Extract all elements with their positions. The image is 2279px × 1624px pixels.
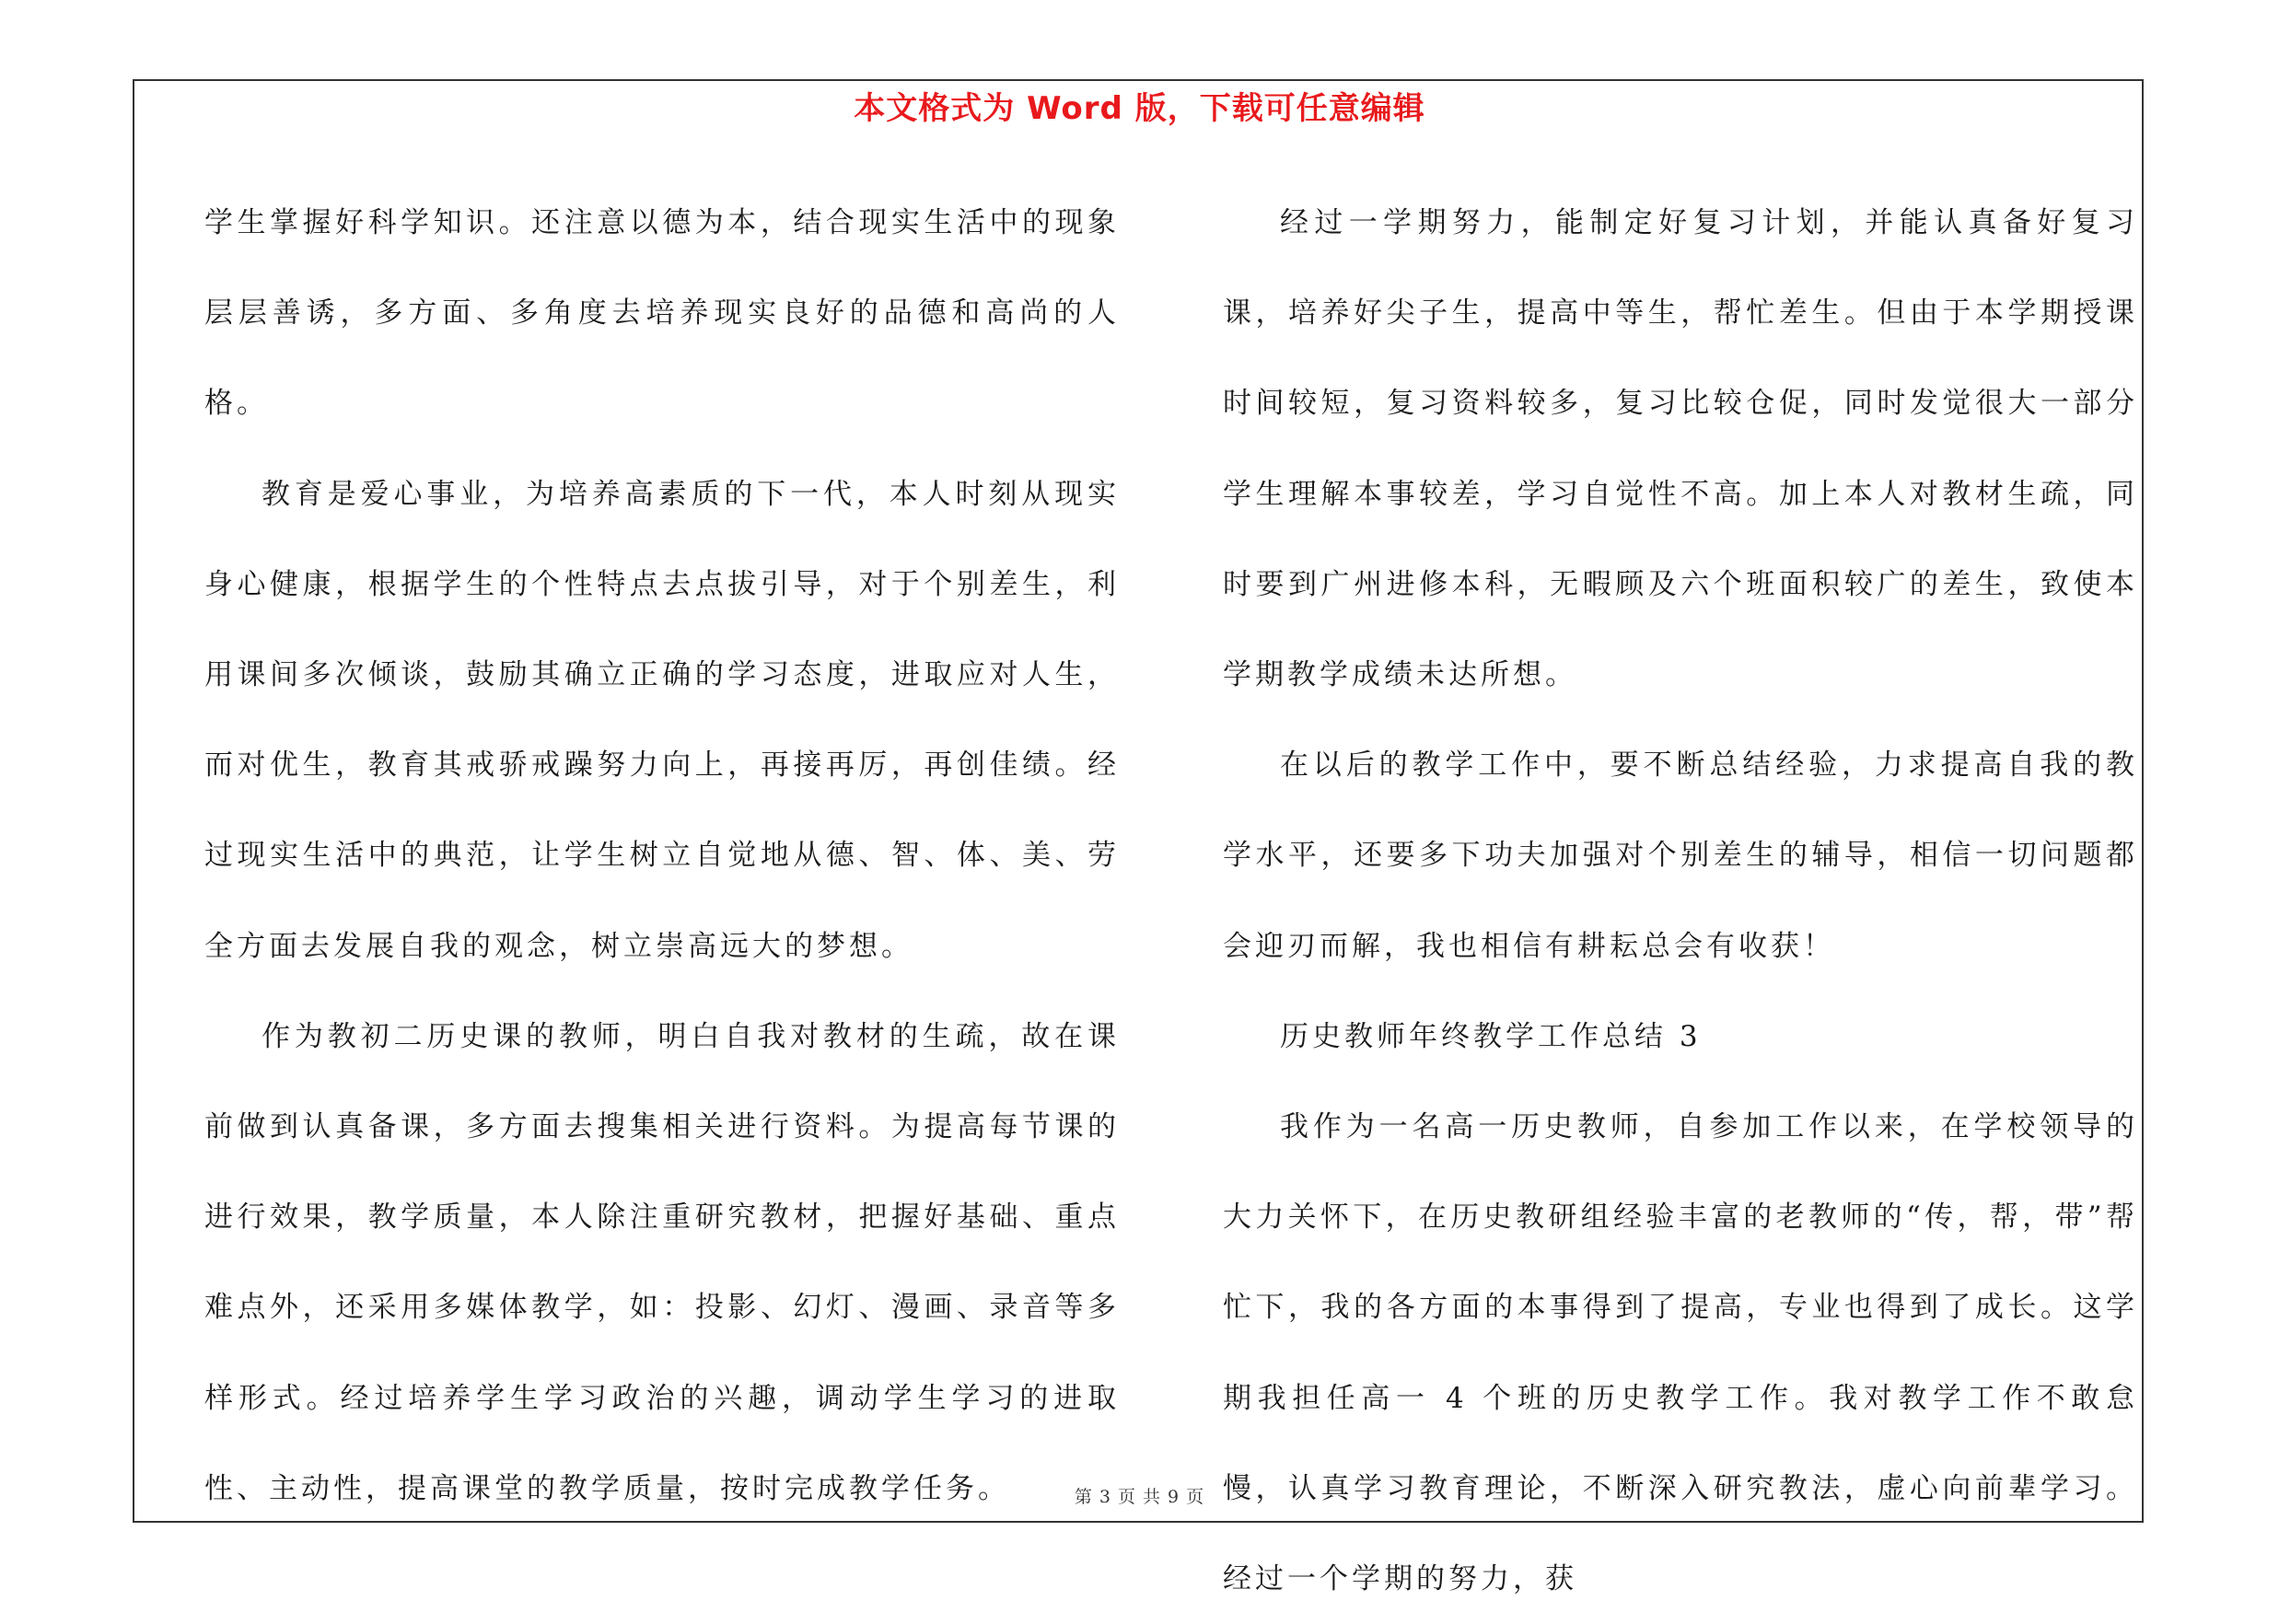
left-column — [204, 178, 1120, 1534]
section-heading: 历史教师年终教学工作总结 3 — [1280, 1019, 1702, 1053]
right-column — [1223, 178, 2138, 1624]
paragraph: 经过一学期努力，能制定好复习计划，并能认真备好复习课，培养好尖子生，提高中等生，帮忙差生。但由于本学期授课时间较短，复习资料较多，复习比较仓促，同时发觉很大一部分学生理解本事较差，学习自觉性不高。加上本人对教材生疏，同时要到广州进修本科，无暇顾及六个班面积较广的差生，致使本学期教学成绩未达所想。 — [1223, 206, 2138, 692]
paragraph: 教育是爱心事业，为培养高素质的下一代，本人时刻从现实身心健康，根据学生的个性特点去点拔引导，对于个别差生，利用课间多次倾谈，鼓励其确立正确的学习态度，进取应对人生，而对优生，教育其戒骄戒躁努力向上，再接再厉，再创佳绩。经过现实生活中的典范，让学生树立自觉地从德、智、体、美、劳全方面去发展自我的观念，树立崇高远大的梦想。 — [204, 477, 1120, 963]
page-number: 第 3 页 共 9 页 — [1074, 1487, 1205, 1507]
paragraph: 我作为一名高一历史教师，自参加工作以来，在学校领导的大力关怀下，在历史教研组经验丰富的老教师的“传，帮，带”帮忙下，我的各方面的本事得到了提高，专业也得到了成长。这学期我担任高一 4 个班的历史教学工作。我对教学工作不敢怠慢，认真学习教育理论，不断深入研究教法，虚心向前辈学习。经过一个学期的努力，获 — [1223, 1110, 2138, 1596]
paragraph: 作为教初二历史课的教师，明白自我对教材的生疏，故在课前做到认真备课，多方面去搜集相关进行资料。为提高每节课的进行效果，教学质量，本人除注重研究教材，把握好基础、重点难点外，还采用多媒体教学，如：投影、幻灯、漫画、录音等多样形式。经过培养学生学习政治的兴趣，调动学生学习的进取性、主动性，提高课堂的教学质量，按时完成教学任务。 — [204, 1019, 1120, 1505]
paragraph: 在以后的教学工作中，要不断总结经验，力求提高自我的教学水平，还要多下功夫加强对个别差生的辅导，相信一切问题都会迎刃而解，我也相信有耕耘总会有收获！ — [1223, 748, 2138, 963]
paragraph: 学生掌握好科学知识。还注意以德为本，结合现实生活中的现象层层善诱，多方面、多角度去培养现实良好的品德和高尚的人格。 — [204, 206, 1120, 421]
format-banner: 本文格式为 Word 版，下载可任意编辑 — [854, 90, 1425, 127]
